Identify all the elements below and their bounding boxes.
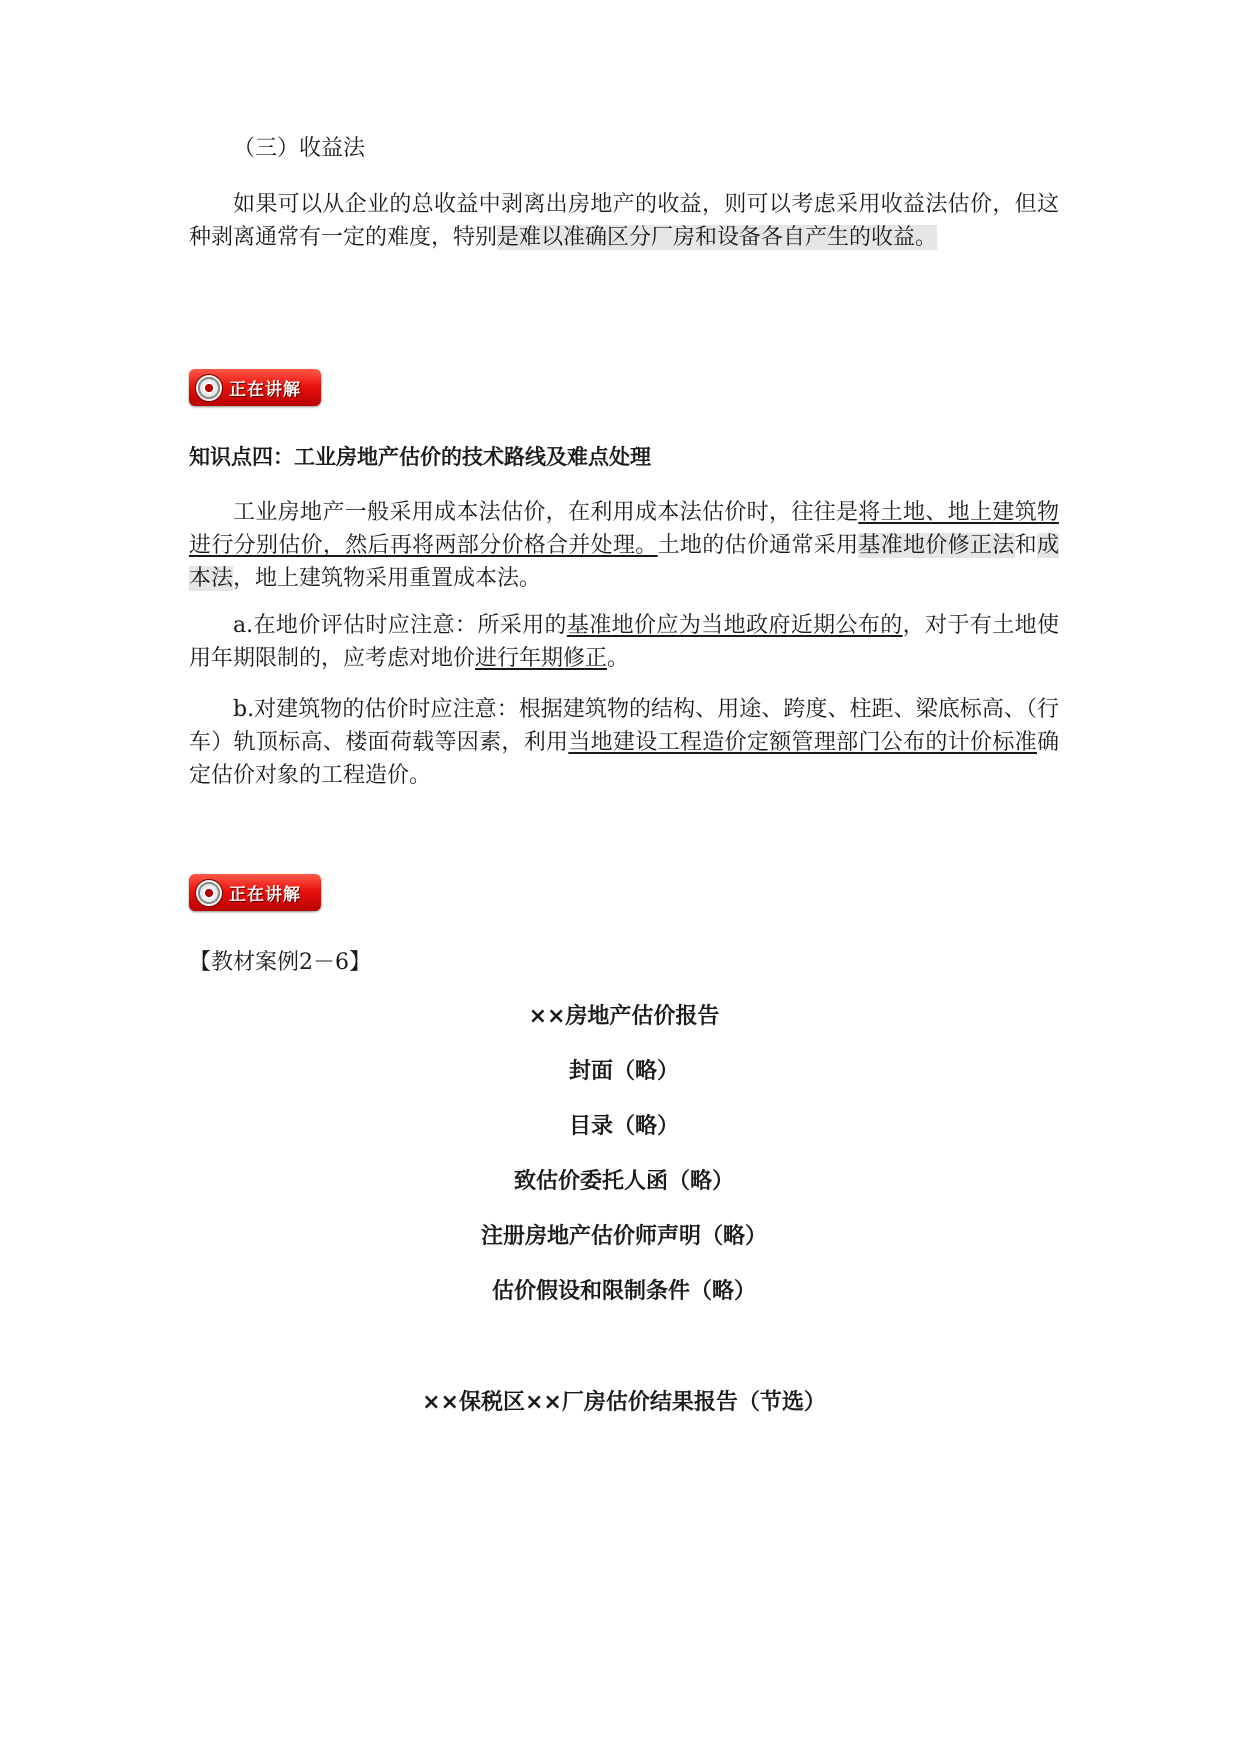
report-title: ××房地产估价报告: [528, 1004, 720, 1029]
underlined-text: 基准地价应为当地政府近期公布的: [566, 613, 903, 638]
paragraph-technical-route: 工业房地产一般采用成本法估价，在利用成本法估价时，往往是将土地、地上建筑物进行分别估价，然后再将两部分价格合并处理。土地的估价通常采用基准地价修正法和成本法，地上建筑物采用重置成本法。: [189, 500, 1059, 591]
result-report-title: ××保税区××厂房估价结果报告（节选）: [422, 1390, 826, 1415]
knowledge-point-heading: 知识点四：工业房地产估价的技术路线及难点处理: [189, 445, 651, 469]
now-explaining-badge: 正在讲解: [189, 369, 321, 406]
report-item: 目录（略）: [568, 1114, 679, 1139]
disc-icon: [195, 879, 223, 907]
highlight-text: 是难以准确区分厂房和设备各自产生的收益。: [497, 225, 938, 250]
textbook-case-label: 【教材案例2－6】: [189, 950, 371, 975]
highlight-text: 成本法: [189, 533, 1059, 591]
underlined-text: 进行年期修正: [475, 646, 608, 671]
paragraph-income-approach: 如果可以从企业的总收益中剥离出房地产的收益，则可以考虑采用收益法估价，但这种剥离通常有一定的难度，特别是难以准确区分厂房和设备各自产生的收益。: [189, 192, 1059, 250]
underlined-text: 当地建设工程造价定额管理部门公布的计价标准: [568, 730, 1037, 755]
paragraph-building-valuation: b.对建筑物的估价时应注意：根据建筑物的结构、用途、跨度、柱距、梁底标高、（行车）轨顶标高、楼面荷载等因素，利用当地建设工程造价定额管理部门公布的计价标准确定估价对象的工程造价。: [189, 697, 1059, 788]
underlined-text: 将土地、地上建筑物进行分别估价，然后再将两部分价格合并处理。: [189, 500, 1059, 558]
report-item: 封面（略）: [568, 1059, 679, 1084]
report-item: 致估价委托人函（略）: [513, 1169, 734, 1194]
paragraph-land-valuation: a.在地价评估时应注意：所采用的基准地价应为当地政府近期公布的，对于有土地使用年期限制的，应考虑对地价进行年期修正。: [189, 613, 1059, 671]
highlight-text: 基准地价修正法: [858, 533, 1015, 558]
report-item: 估价假设和限制条件（略）: [491, 1279, 756, 1304]
section-heading-income-approach: （三）收益法: [233, 136, 366, 161]
report-item: 注册房地产估价师声明（略）: [480, 1224, 767, 1249]
disc-icon: [195, 374, 223, 402]
now-explaining-badge: 正在讲解: [189, 874, 321, 911]
